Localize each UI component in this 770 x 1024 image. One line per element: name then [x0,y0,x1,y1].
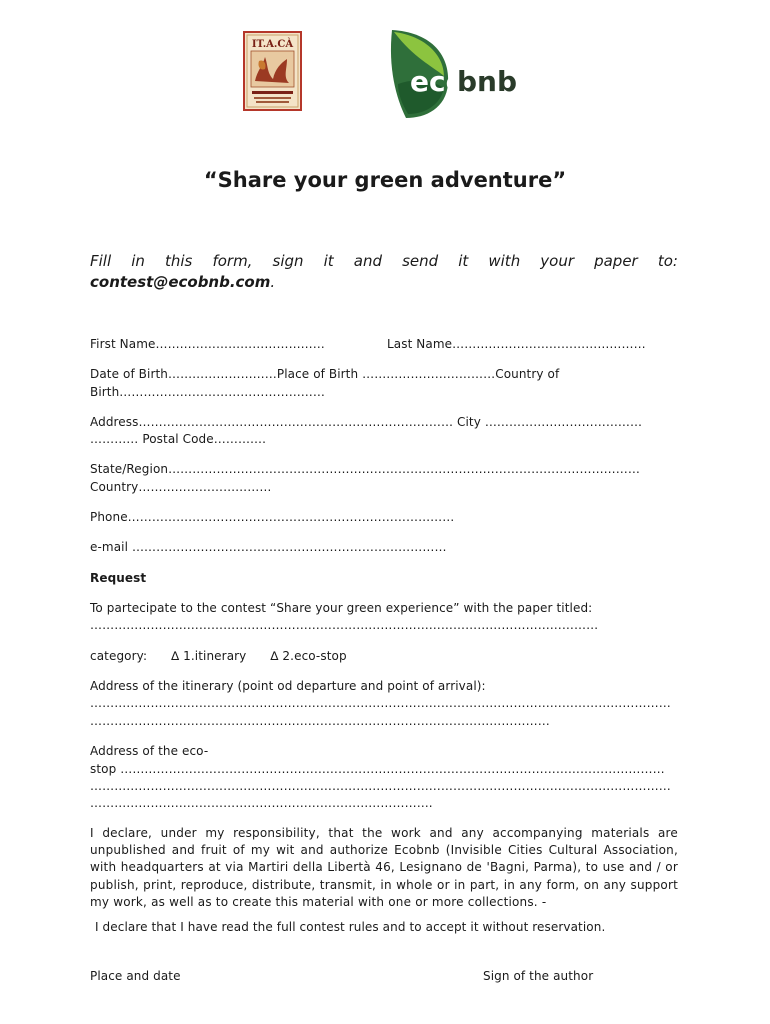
birth-line-1: Date of Birth………………………Place of Birth ……………………………Country of [90,367,560,381]
intro-word: to: [657,252,678,270]
first-name-field: First Name…………………………………… [90,337,325,351]
intro-first-line [90,251,678,272]
page-title: “Share your green adventure” [203,168,567,192]
address-line-2: ………… Postal Code…………. [90,432,267,446]
svg-text:bnb: bnb [457,65,516,98]
phone-field: Phone……………………………………………………………………… [90,510,455,524]
country-field: Country…………………………… [90,480,272,494]
ecobnb-logo [388,28,516,120]
intro-text [90,251,678,293]
ecostop-line-2: ……………………………………………………………………………………………………………………………… [90,779,671,793]
category-row [90,648,347,665]
intro-word: with [488,252,521,270]
category-option-itinerary[interactable]: ∆ 1.itinerary [171,649,247,663]
declaration-paragraph: I declare, under my responsibility, that the work and any accompanying materials are unpublished and fruit of my wit and authorize Ecobnb (Invisible Cities Cultural Association, with headquarters at via Martiri della Libertà 46, Lesignano de 'Bagni, Parma), to use and / or publish, print, reproduce, distribute, transmit, in whole or in part, in any form, on any support my work, as well as to create this material with one or more collections. - [90,826,678,909]
intro-word: sign [272,252,304,270]
ecostop-line-3: …………………………………………………………………………. [90,796,433,810]
intro-word: form, [212,252,253,270]
intro-word: paper [594,252,638,270]
itinerary-label: Address of the itinerary (point od departure and point of arrival): [90,679,486,693]
last-name-field: Last Name………………………………………… [387,337,646,351]
itinerary-line-2: …………………………………………………………………………………………………… [90,714,550,728]
intro-word: it [323,252,334,270]
intro-word: in [131,252,145,270]
itinerary-line-1: ……………………………………………………………………………………………………………………………… [90,696,671,710]
ecostop-label: Address of the eco- [90,744,209,758]
birth-line-2: Birth…………………………………………… [90,385,326,399]
intro-word: Fill [90,252,112,270]
ecostop-line-1: stop ……………………………………………………………………………………………………………………… [90,762,665,776]
intro-word: send [402,252,439,270]
contest-email-link[interactable]: contest@ecobnb.com [90,273,271,291]
state-region-field: State/Region……………………………………………………………………………………………………… [90,462,640,476]
rules-statement: I declare that I have read the full contest rules and to accept it without reservation. [95,920,606,934]
intro-period: . [270,273,276,291]
itaca-logo [243,31,302,111]
svg-text:eco: eco [410,65,465,98]
paper-title-label: To partecipate to the contest “Share your green experience” with the paper titled: [90,601,593,615]
email-field: e-mail …………………………………………………………………… [90,540,447,554]
address-line-1: Address…………………………………………………………………… City ………………………………… [90,415,643,429]
svg-text:IT.A.CÀ: IT.A.CÀ [251,39,294,50]
request-heading: Request [90,571,147,585]
category-label: category: [90,649,148,663]
intro-word: and [353,252,382,270]
category-option-ecostop[interactable]: ∆ 2.eco-stop [270,649,347,663]
paper-title-field: ……………………………………………………………………………………………………………… [90,618,599,632]
intro-word: this [164,252,193,270]
author-signature-label: Sign of the author [483,969,594,983]
intro-word: it [458,252,469,270]
intro-word: your [540,252,575,270]
place-date-label: Place and date [90,969,181,983]
